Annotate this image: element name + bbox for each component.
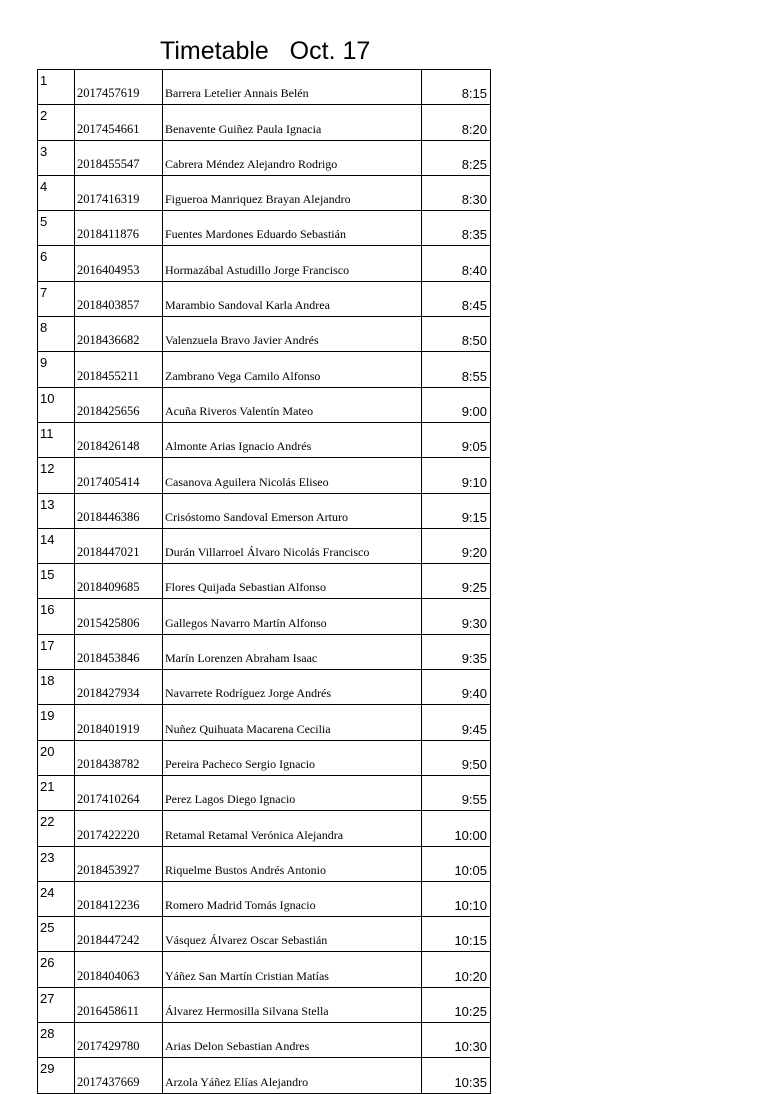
student-id: 2017416319 [75, 175, 163, 210]
row-number: 17 [38, 634, 75, 669]
time-slot: 8:30 [422, 175, 491, 210]
table-row [38, 634, 491, 669]
row-number: 7 [38, 281, 75, 316]
table-row [38, 422, 491, 457]
student-id: 2017454661 [75, 105, 163, 140]
student-name: Álvarez Hermosilla Silvana Stella [163, 987, 422, 1022]
student-id: 2015425806 [75, 599, 163, 634]
time-slot: 10:25 [422, 987, 491, 1022]
student-id: 2018447021 [75, 528, 163, 563]
student-id: 2017457619 [75, 70, 163, 105]
student-id: 2016404953 [75, 246, 163, 281]
student-id: 2018426148 [75, 422, 163, 457]
row-number: 28 [38, 1023, 75, 1058]
student-name: Marambio Sandoval Karla Andrea [163, 281, 422, 316]
student-name: Marín Lorenzen Abraham Isaac [163, 634, 422, 669]
table-row [38, 175, 491, 210]
table-row [38, 1023, 491, 1058]
table-row [38, 917, 491, 952]
table-row [38, 705, 491, 740]
student-id: 2018425656 [75, 387, 163, 422]
student-name: Hormazábal Astudillo Jorge Francisco [163, 246, 422, 281]
time-slot: 9:50 [422, 740, 491, 775]
table-row [38, 952, 491, 987]
row-number: 23 [38, 846, 75, 881]
row-number: 27 [38, 987, 75, 1022]
row-number: 18 [38, 670, 75, 705]
student-id: 2017422220 [75, 811, 163, 846]
student-id: 2017405414 [75, 458, 163, 493]
time-slot: 10:15 [422, 917, 491, 952]
student-name: Acuña Riveros Valentín Mateo [163, 387, 422, 422]
student-name: Fuentes Mardones Eduardo Sebastián [163, 211, 422, 246]
table-row [38, 564, 491, 599]
row-number: 15 [38, 564, 75, 599]
table-row [38, 352, 491, 387]
document-title: Timetable Oct. 17 [160, 37, 371, 65]
time-slot: 10:20 [422, 952, 491, 987]
row-number: 10 [38, 387, 75, 422]
row-number: 14 [38, 528, 75, 563]
time-slot: 8:55 [422, 352, 491, 387]
student-name: Almonte Arias Ignacio Andrés [163, 422, 422, 457]
timetable-body [38, 70, 491, 1094]
time-slot: 8:45 [422, 281, 491, 316]
student-id: 2018436682 [75, 317, 163, 352]
row-number: 8 [38, 317, 75, 352]
student-name: Arzola Yáñez Elías Alejandro [163, 1058, 422, 1093]
time-slot: 8:15 [422, 70, 491, 105]
table-row [38, 846, 491, 881]
row-number: 19 [38, 705, 75, 740]
row-number: 25 [38, 917, 75, 952]
table-row [38, 246, 491, 281]
time-slot: 8:50 [422, 317, 491, 352]
time-slot: 10:05 [422, 846, 491, 881]
time-slot: 9:25 [422, 564, 491, 599]
table-row [38, 317, 491, 352]
row-number: 20 [38, 740, 75, 775]
student-name: Yáñez San Martín Cristian Matías [163, 952, 422, 987]
time-slot: 10:30 [422, 1023, 491, 1058]
student-name: Romero Madrid Tomás Ignacio [163, 881, 422, 916]
table-row [38, 740, 491, 775]
student-name: Navarrete Rodríguez Jorge Andrés [163, 670, 422, 705]
student-id: 2017410264 [75, 775, 163, 810]
student-id: 2018409685 [75, 564, 163, 599]
student-id: 2017429780 [75, 1023, 163, 1058]
student-id: 2018455211 [75, 352, 163, 387]
table-row [38, 458, 491, 493]
time-slot: 9:40 [422, 670, 491, 705]
table-row [38, 70, 491, 105]
student-name: Barrera Letelier Annais Belén [163, 70, 422, 105]
row-number: 22 [38, 811, 75, 846]
row-number: 9 [38, 352, 75, 387]
student-id: 2016458611 [75, 987, 163, 1022]
table-row [38, 987, 491, 1022]
student-name: Riquelme Bustos Andrés Antonio [163, 846, 422, 881]
time-slot: 8:40 [422, 246, 491, 281]
time-slot: 8:20 [422, 105, 491, 140]
row-number: 29 [38, 1058, 75, 1093]
row-number: 1 [38, 70, 75, 105]
student-name: Benavente Guiñez Paula Ignacia [163, 105, 422, 140]
student-name: Valenzuela Bravo Javier Andrés [163, 317, 422, 352]
row-number: 5 [38, 211, 75, 246]
student-name: Nuñez Quihuata Macarena Cecilia [163, 705, 422, 740]
student-name: Perez Lagos Diego Ignacio [163, 775, 422, 810]
table-row [38, 140, 491, 175]
time-slot: 9:35 [422, 634, 491, 669]
student-id: 2018412236 [75, 881, 163, 916]
time-slot: 9:05 [422, 422, 491, 457]
row-number: 3 [38, 140, 75, 175]
student-name: Crisóstomo Sandoval Emerson Arturo [163, 493, 422, 528]
student-name: Pereira Pacheco Sergio Ignacio [163, 740, 422, 775]
student-id: 2018453846 [75, 634, 163, 669]
time-slot: 10:10 [422, 881, 491, 916]
row-number: 12 [38, 458, 75, 493]
row-number: 24 [38, 881, 75, 916]
time-slot: 9:30 [422, 599, 491, 634]
student-id: 2018447242 [75, 917, 163, 952]
student-id: 2018404063 [75, 952, 163, 987]
row-number: 11 [38, 422, 75, 457]
student-name: Arias Delon Sebastian Andres [163, 1023, 422, 1058]
time-slot: 8:25 [422, 140, 491, 175]
student-id: 2018446386 [75, 493, 163, 528]
time-slot: 10:00 [422, 811, 491, 846]
student-name: Figueroa Manriquez Brayan Alejandro [163, 175, 422, 210]
student-name: Cabrera Méndez Alejandro Rodrigo [163, 140, 422, 175]
table-row [38, 599, 491, 634]
student-name: Durán Villarroel Álvaro Nicolás Francisco [163, 528, 422, 563]
table-row [38, 387, 491, 422]
student-name: Retamal Retamal Verónica Alejandra [163, 811, 422, 846]
row-number: 21 [38, 775, 75, 810]
row-number: 13 [38, 493, 75, 528]
row-number: 6 [38, 246, 75, 281]
student-id: 2017437669 [75, 1058, 163, 1093]
time-slot: 9:20 [422, 528, 491, 563]
student-id: 2018438782 [75, 740, 163, 775]
student-name: Flores Quijada Sebastian Alfonso [163, 564, 422, 599]
time-slot: 8:35 [422, 211, 491, 246]
table-row [38, 493, 491, 528]
row-number: 2 [38, 105, 75, 140]
table-row [38, 528, 491, 563]
student-name: Vásquez Álvarez Oscar Sebastián [163, 917, 422, 952]
time-slot: 10:35 [422, 1058, 491, 1093]
time-slot: 9:55 [422, 775, 491, 810]
student-id: 2018453927 [75, 846, 163, 881]
time-slot: 9:45 [422, 705, 491, 740]
table-row [38, 881, 491, 916]
table-row [38, 211, 491, 246]
table-row [38, 775, 491, 810]
student-id: 2018403857 [75, 281, 163, 316]
table-row [38, 1058, 491, 1093]
student-name: Zambrano Vega Camilo Alfonso [163, 352, 422, 387]
timetable [37, 69, 491, 1094]
table-row [38, 670, 491, 705]
row-number: 26 [38, 952, 75, 987]
student-id: 2018411876 [75, 211, 163, 246]
time-slot: 9:10 [422, 458, 491, 493]
student-id: 2018427934 [75, 670, 163, 705]
student-id: 2018401919 [75, 705, 163, 740]
student-name: Gallegos Navarro Martín Alfonso [163, 599, 422, 634]
table-row [38, 281, 491, 316]
student-name: Casanova Aguilera Nicolás Eliseo [163, 458, 422, 493]
row-number: 16 [38, 599, 75, 634]
row-number: 4 [38, 175, 75, 210]
time-slot: 9:00 [422, 387, 491, 422]
time-slot: 9:15 [422, 493, 491, 528]
table-row [38, 105, 491, 140]
student-id: 2018455547 [75, 140, 163, 175]
table-row [38, 811, 491, 846]
